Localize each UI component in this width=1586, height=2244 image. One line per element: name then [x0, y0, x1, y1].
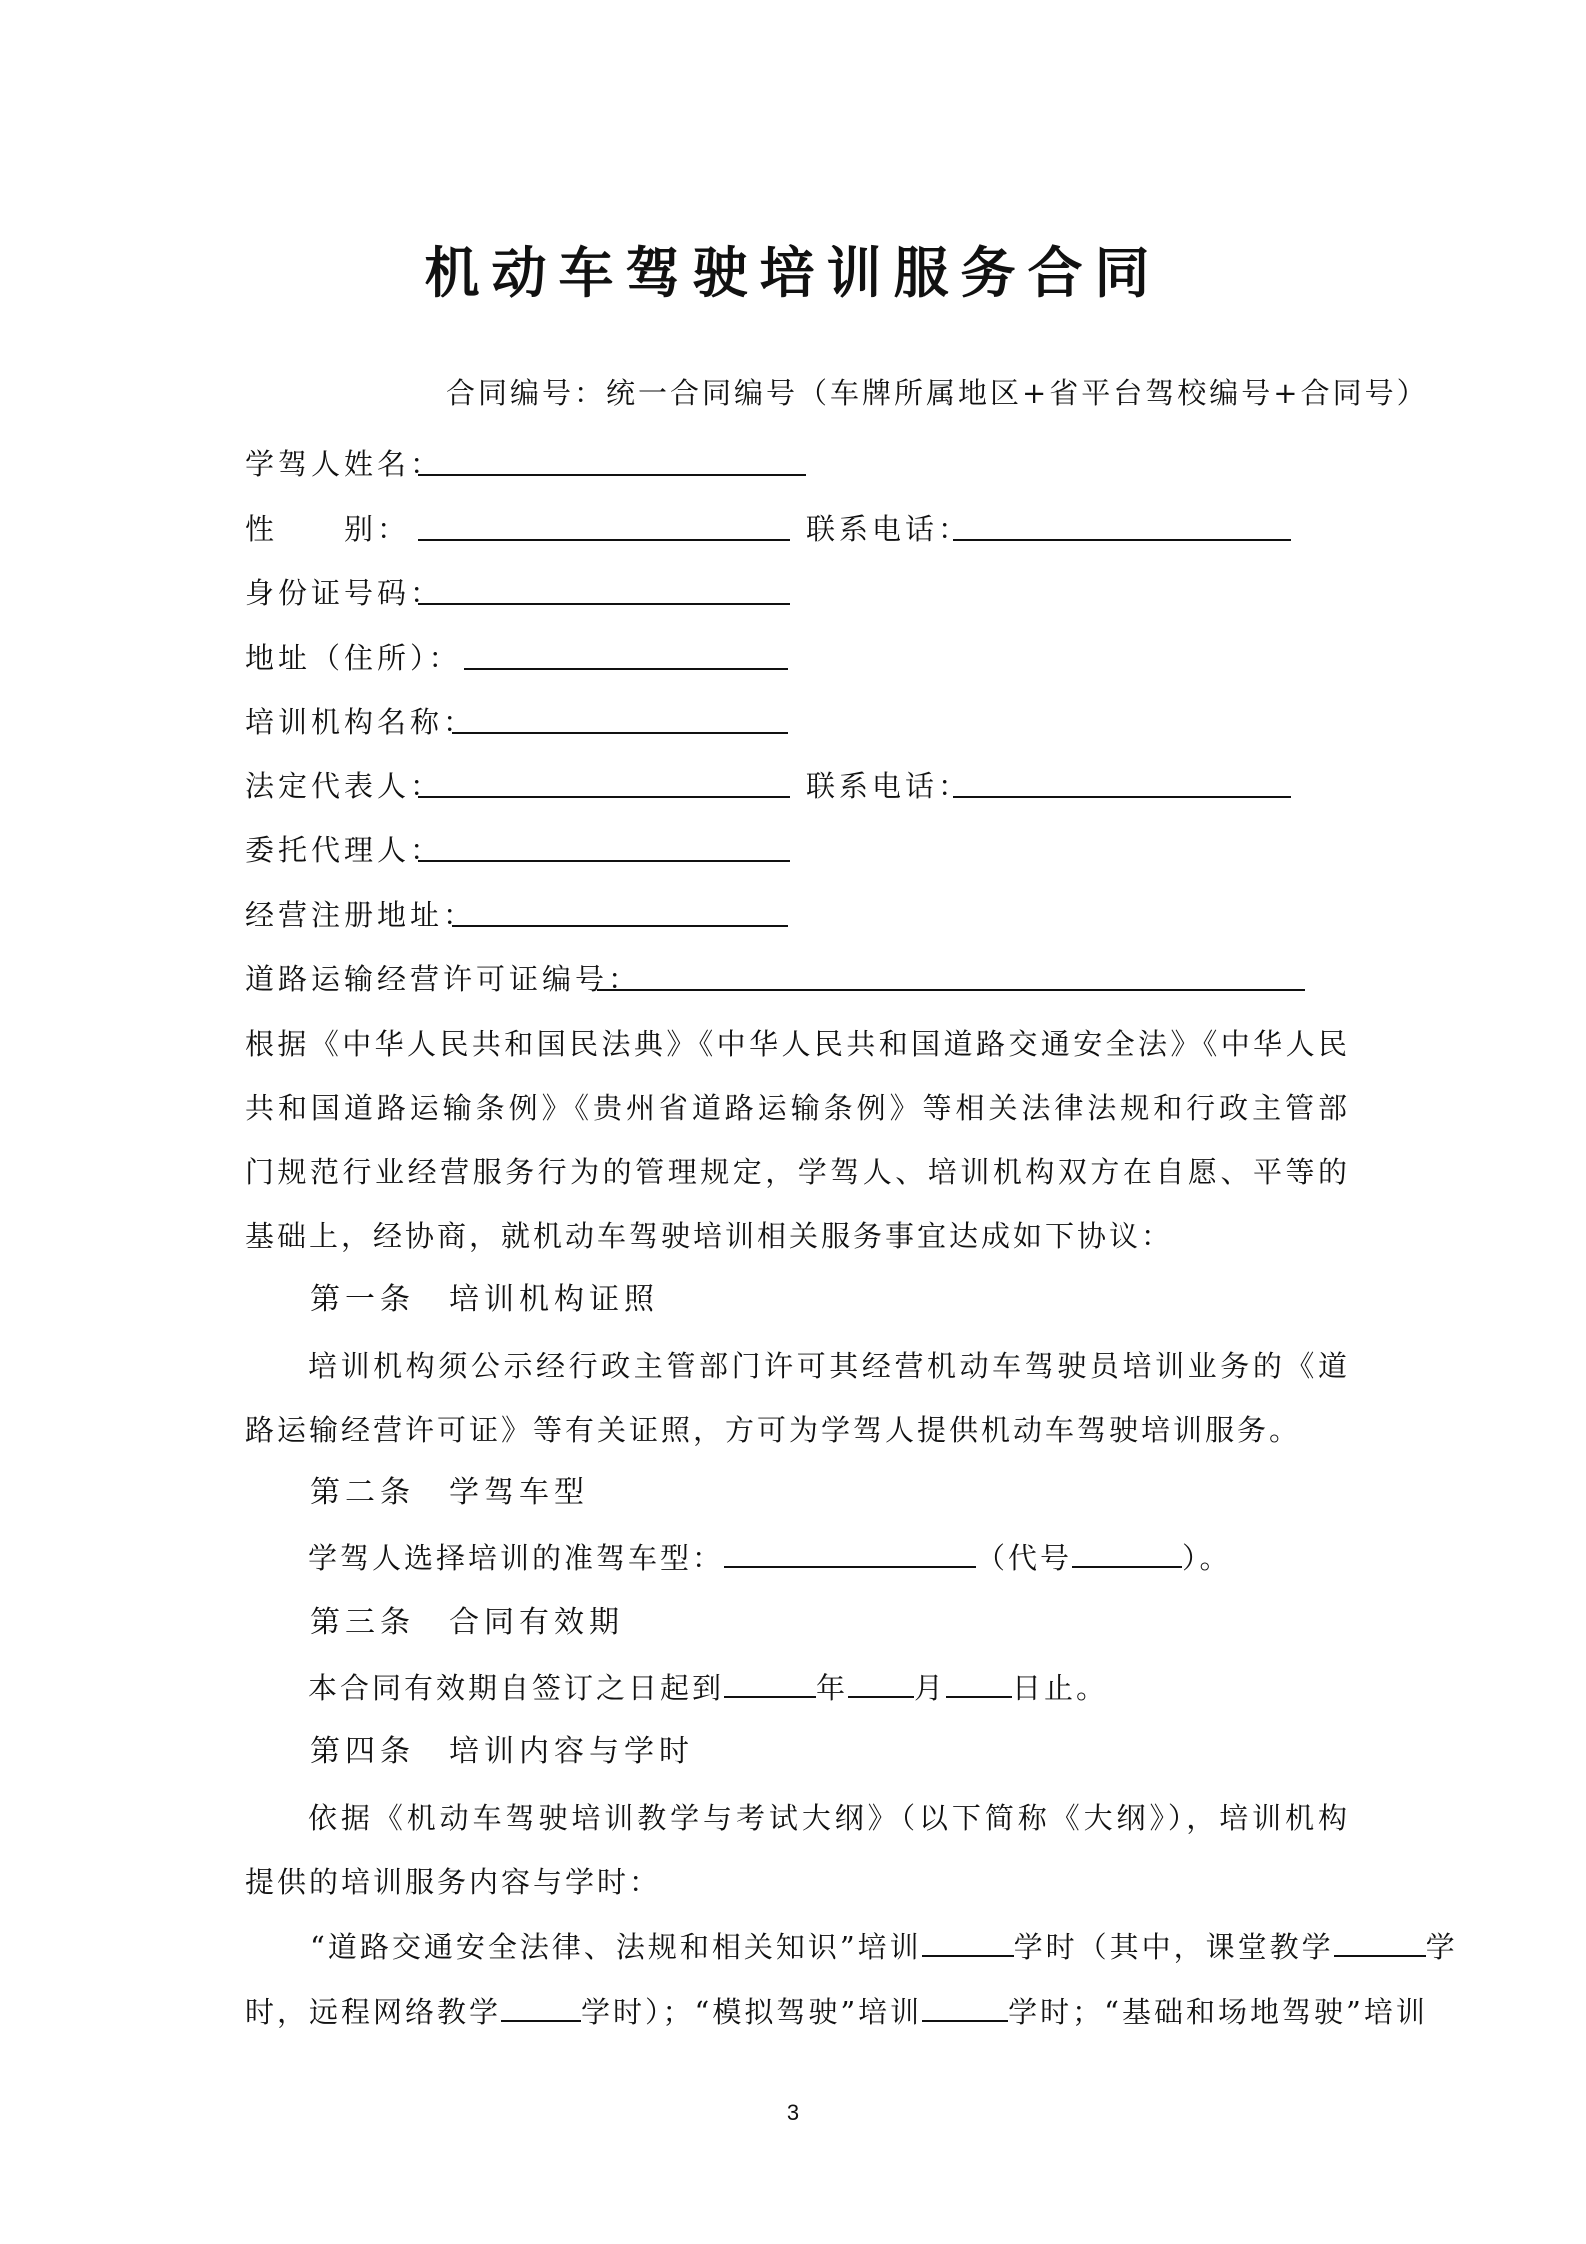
- classroom-hours-blank[interactable]: [1334, 1927, 1426, 1957]
- article-1-text: 培训机构须公示经行政主管部门许可其经营机动车驾驶员培训业务的《道路运输经营许可证》等有关证照，方可为学驾人提供机动车驾驶培训服务。: [245, 1349, 1350, 1447]
- article-4-title: 培训内容与学时: [449, 1734, 694, 1769]
- month-label: 月: [914, 1671, 947, 1705]
- document-title: 机动车驾驶培训服务合同: [424, 240, 1162, 305]
- agent-blank[interactable]: [418, 860, 790, 862]
- legal-rep-blank[interactable]: [418, 796, 790, 798]
- article-2-title: 学驾车型: [449, 1475, 589, 1510]
- simulation-label: 学时）；“模拟驾驶”培训: [581, 1995, 923, 2029]
- address-blank[interactable]: [464, 668, 788, 670]
- phone-label-1: 联系电话：: [806, 512, 972, 546]
- hours-unit-label: 学: [1425, 1930, 1458, 1964]
- vehicle-type-blank[interactable]: [724, 1538, 976, 1568]
- article-1-number: 第一条: [310, 1282, 415, 1317]
- month-blank[interactable]: [848, 1668, 914, 1698]
- field-training-label: 学时；“基础和场地驾驶”培训: [1008, 1995, 1428, 2029]
- article-1-heading: [310, 1280, 659, 1320]
- remote-label: 时，远程网络教学: [245, 1995, 502, 2029]
- article-3-heading: [310, 1603, 624, 1643]
- year-blank[interactable]: [724, 1668, 816, 1698]
- gender-blank[interactable]: [418, 539, 790, 541]
- remote-hours-blank[interactable]: [501, 1992, 581, 2022]
- agent-label: 委托代理人：: [245, 833, 444, 867]
- id-number-label: 身份证号码：: [245, 576, 444, 610]
- article-3-title: 合同有效期: [449, 1605, 624, 1640]
- student-name-blank[interactable]: [418, 474, 806, 476]
- legal-rep-label: 法定代表人：: [245, 769, 444, 803]
- day-blank[interactable]: [946, 1668, 1012, 1698]
- preamble-paragraph: 根据《中华人民共和国民法典》《中华人民共和国道路交通安全法》《中华人民共和国道路运输条例》《贵州省道路运输条例》等相关法律法规和行政主管部门规范行业经营服务行为的管理规定，学驾人、培训机构双方在自愿、平等的基础上，经协商，就机动车驾驶培训相关服务事宜达成如下协议：: [245, 1027, 1350, 1253]
- license-number-blank[interactable]: [597, 989, 1305, 991]
- address-label: 地址（住所）：: [245, 641, 462, 675]
- article-4-heading: [310, 1732, 694, 1772]
- article-3-number: 第三条: [310, 1605, 415, 1640]
- org-name-label: 培训机构名称：: [245, 705, 477, 739]
- id-number-blank[interactable]: [418, 603, 790, 605]
- org-name-blank[interactable]: [452, 732, 788, 734]
- validity-label: 本合同有效期自签订之日起到: [308, 1671, 725, 1705]
- article-2-text: [308, 1538, 1232, 1578]
- day-label: 日止。: [1012, 1671, 1109, 1705]
- vehicle-code-label: （代号: [976, 1541, 1073, 1575]
- license-number-label: 道路运输经营许可证编号：: [245, 962, 642, 996]
- simulation-hours-blank[interactable]: [922, 1992, 1008, 2022]
- law-training-label: “道路交通安全法律、法规和相关知识”培训: [310, 1930, 922, 1964]
- classroom-label: 学时（其中，课堂教学: [1013, 1930, 1334, 1964]
- article-3-text: [308, 1668, 1108, 1708]
- phone-blank-2[interactable]: [953, 796, 1291, 798]
- contract-number: 合同编号：统一合同编号（车牌所属地区+省平台驾校编号+合同号）: [446, 376, 1429, 410]
- article-4-number: 第四条: [310, 1734, 415, 1769]
- article-4-detail-line-1: [310, 1927, 1458, 1967]
- article-2-suffix: ）。: [1182, 1541, 1232, 1575]
- student-name-label: 学驾人姓名：: [245, 447, 444, 481]
- article-2-number: 第二条: [310, 1475, 415, 1510]
- article-2-heading: [310, 1473, 589, 1513]
- reg-address-blank[interactable]: [452, 925, 788, 927]
- phone-label-2: 联系电话：: [806, 769, 972, 803]
- vehicle-type-label: 学驾人选择培训的准驾车型：: [308, 1541, 725, 1575]
- page-number: 3: [786, 2100, 800, 2125]
- article-4-text: 依据《机动车驾驶培训教学与考试大纲》（以下简称《大纲》），培训机构提供的培训服务内容与学时：: [245, 1801, 1350, 1899]
- article-1-title: 培训机构证照: [449, 1282, 659, 1317]
- law-hours-blank[interactable]: [922, 1927, 1014, 1957]
- phone-blank-1[interactable]: [953, 539, 1291, 541]
- article-4-detail-line-2: [245, 1992, 1428, 2032]
- reg-address-label: 经营注册地址：: [245, 898, 477, 932]
- year-label: 年: [816, 1671, 849, 1705]
- gender-label: 性 别：: [245, 512, 411, 546]
- vehicle-code-blank[interactable]: [1072, 1538, 1182, 1568]
